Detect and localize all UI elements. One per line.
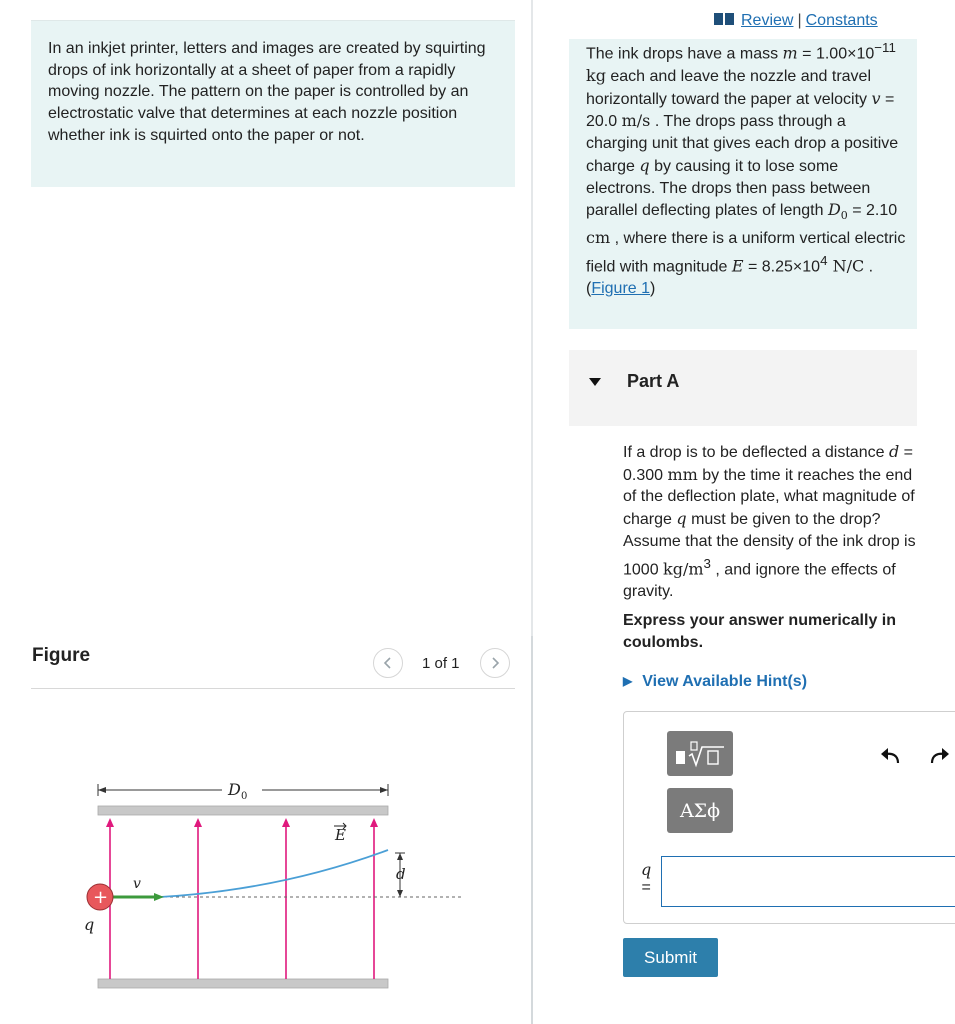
- answer-variable-symbol: q: [641, 860, 652, 879]
- info-text: The ink drops have a mass $m = 1.00\times 10^{-11}$ kg each and leave the nozzle and travel horizontally toward the paper at velocity v = 20.0 m/s . The drops pass through a charging unit that gives each drop a positive charge q by causing it to lose some electrons. The drops then pass between parallel deflecting plates of length $D_0 = 2.10$ cm , where there is a uniform vertical electric field with magnitude $E = 8.25\times 10^4$ N/C . (Figure 1): [586, 40, 906, 297]
- view-hints-label: View Available Hint(s): [642, 673, 808, 690]
- triangle-right-icon: ▶: [623, 674, 633, 688]
- view-hints-toggle[interactable]: [623, 673, 807, 691]
- bottom-plate: [98, 979, 388, 988]
- template-sqrt-icon: [672, 739, 728, 769]
- velocity-label: v: [133, 876, 141, 892]
- deflection-label: d: [396, 865, 406, 883]
- charge-label: q: [84, 915, 95, 934]
- part-a-header[interactable]: [569, 350, 917, 426]
- figure-next-button[interactable]: [480, 648, 510, 678]
- trajectory-curve: [160, 850, 388, 897]
- column-divider-top: [531, 0, 533, 636]
- part-title[interactable]: Part A: [627, 371, 680, 391]
- undo-icon[interactable]: [878, 745, 902, 767]
- redo-icon[interactable]: [928, 745, 952, 767]
- answer-instructions: Express your answer numerically in coulombs.: [623, 612, 897, 651]
- d0-subscript: 0: [241, 791, 248, 802]
- figure-prev-button[interactable]: [373, 648, 403, 678]
- figure-counter: 1 of 1: [422, 655, 460, 672]
- templates-button[interactable]: [667, 731, 733, 776]
- question-text: If a drop is to be deflected a distance d = 0.300 mm by the time it reaches the end of the deflection plate, what magnitude of charge q must be given to the drop? Assume that the density of the ink drop is 1000 $kg/m^3$ , and ignore the effects of gravity.: [623, 442, 916, 600]
- chevron-right-icon: [490, 656, 500, 670]
- answer-variable-label: [641, 861, 651, 897]
- toolbar-links: [713, 12, 878, 30]
- intro-text: In an inkjet printer, letters and images are created by squirting drops of ink horizontally at a sheet of paper from a rapidly moving nozzle. The pattern on the paper is controlled by an electrostatic valve that determines at each nozzle position whether ink is squirted onto the paper or not.: [48, 40, 486, 144]
- triangle-down-icon[interactable]: [588, 377, 602, 387]
- charge-plus: +: [93, 887, 109, 908]
- toolbar-separator: |: [797, 12, 802, 29]
- constants-link[interactable]: Constants: [805, 12, 878, 29]
- figure-divider: [31, 688, 515, 689]
- book-icon: [713, 12, 735, 26]
- figure-diagram: [70, 760, 470, 1000]
- figure-link[interactable]: Figure 1: [591, 279, 651, 297]
- answer-equals-sign: =: [641, 879, 651, 896]
- symbols-button[interactable]: ΑΣϕ: [667, 788, 733, 833]
- figure-heading: Figure: [32, 645, 91, 666]
- top-plate: [98, 806, 388, 815]
- d0-label: D: [228, 780, 241, 799]
- review-link[interactable]: Review: [741, 12, 794, 29]
- chevron-left-icon: [383, 656, 393, 670]
- submit-button[interactable]: Submit: [623, 938, 718, 977]
- answer-input[interactable]: [661, 856, 955, 907]
- e-field-label: E: [335, 826, 346, 844]
